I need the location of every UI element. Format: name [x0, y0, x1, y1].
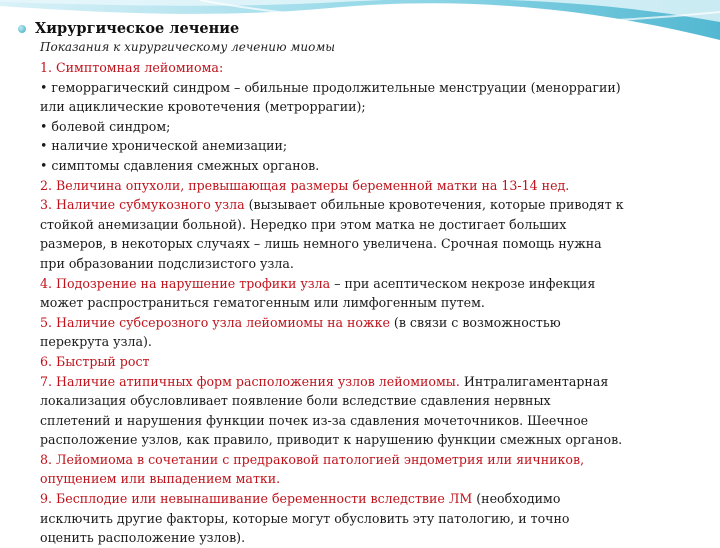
text-segment: • наличие хронической анемизации;: [40, 138, 288, 154]
text-line: [40, 411, 690, 431]
text-line: [40, 332, 690, 352]
text-line: [40, 97, 690, 117]
highlighted-text: 8. Лейомиома в сочетании с предраковой патологией эндометрия или яичников,: [40, 451, 585, 467]
text-line: [40, 254, 690, 274]
text-line: [40, 528, 690, 548]
highlighted-text: 4. Подозрение на нарушение трофики узла: [40, 275, 331, 291]
text-segment: стойкой анемизации больной). Нередко при этом матка не достигает больших: [40, 216, 567, 232]
text-line: [40, 195, 690, 215]
highlighted-text: 2. Величина опухоли, превышающая размеры беременной матки на 13-14 нед.: [40, 177, 570, 193]
text-segment: перекрута узла).: [40, 334, 152, 350]
text-line: [40, 430, 690, 450]
text-segment: • симптомы сдавления смежных органов.: [40, 157, 320, 173]
text-line: [40, 215, 690, 235]
text-segment: при образовании подслизистого узла.: [40, 255, 294, 271]
indications-text: [40, 58, 690, 548]
text-line: [40, 274, 690, 294]
text-line: [40, 234, 690, 254]
text-segment: исключить другие факторы, которые могут обусловить эту патологию, и точно: [40, 510, 570, 526]
highlighted-text: опущением или выпадением матки.: [40, 471, 281, 487]
text-line: [40, 136, 690, 156]
text-segment: (вызывает обильные кровотечения, которые приводят к: [244, 197, 624, 213]
slide-title: Хирургическое лечение: [35, 20, 240, 37]
text-segment: • болевой синдром;: [40, 118, 171, 134]
text-line: [40, 78, 690, 98]
text-line: [40, 469, 690, 489]
text-line: [40, 117, 690, 137]
text-line: [40, 391, 690, 411]
text-line: [40, 293, 690, 313]
slide-subtitle: Показания к хирургическому лечению миомы: [40, 40, 336, 54]
text-line: [40, 313, 690, 333]
highlighted-text: 3. Наличие субмукозного узла: [40, 197, 245, 213]
text-line: [40, 352, 690, 372]
text-segment: • геморрагический синдром – обильные продолжительные менструации (меноррагии): [40, 79, 621, 95]
highlighted-text: 9. Бесплодие или невынашивание беременности вследствие ЛМ: [40, 491, 473, 507]
text-segment: – при асептическом некрозе инфекция: [330, 275, 596, 291]
text-line: [40, 489, 690, 509]
text-line: [40, 156, 690, 176]
text-segment: локализация обусловливает появление боли вследствие сдавления нервных: [40, 393, 551, 409]
text-segment: Интралигаментарная: [459, 373, 609, 389]
text-segment: сплетений и нарушения функции почек из-за сдавления мочеточников. Шеечное: [40, 412, 589, 428]
text-segment: (необходимо: [472, 491, 561, 507]
title-row: [18, 20, 239, 37]
highlighted-text: 5. Наличие субсерозного узла лейомиомы на ножке: [40, 314, 390, 330]
highlighted-text: 6. Быстрый рост: [40, 353, 150, 369]
text-line: [40, 176, 690, 196]
text-segment: может распространиться гематогенным или лимфогенным путем.: [40, 295, 485, 311]
text-line: [40, 450, 690, 470]
text-line: [40, 509, 690, 529]
title-bullet-icon: [18, 25, 26, 33]
text-line: [40, 58, 690, 78]
text-segment: (в связи с возможностью: [389, 314, 561, 330]
highlighted-text: 1. Симптомная лейомиома:: [40, 60, 224, 75]
text-segment: или ациклические кровотечения (метроррагии);: [40, 99, 366, 115]
text-segment: расположение узлов, как правило, приводит к нарушению функции смежных органов.: [40, 432, 623, 448]
text-line: [40, 372, 690, 392]
text-segment: размеров, в некоторых случаях – лишь немного увеличена. Срочная помощь нужна: [40, 236, 602, 252]
highlighted-text: 7. Наличие атипичных форм расположения узлов лейомиомы.: [40, 373, 460, 389]
text-segment: оценить расположение узлов).: [40, 530, 246, 546]
